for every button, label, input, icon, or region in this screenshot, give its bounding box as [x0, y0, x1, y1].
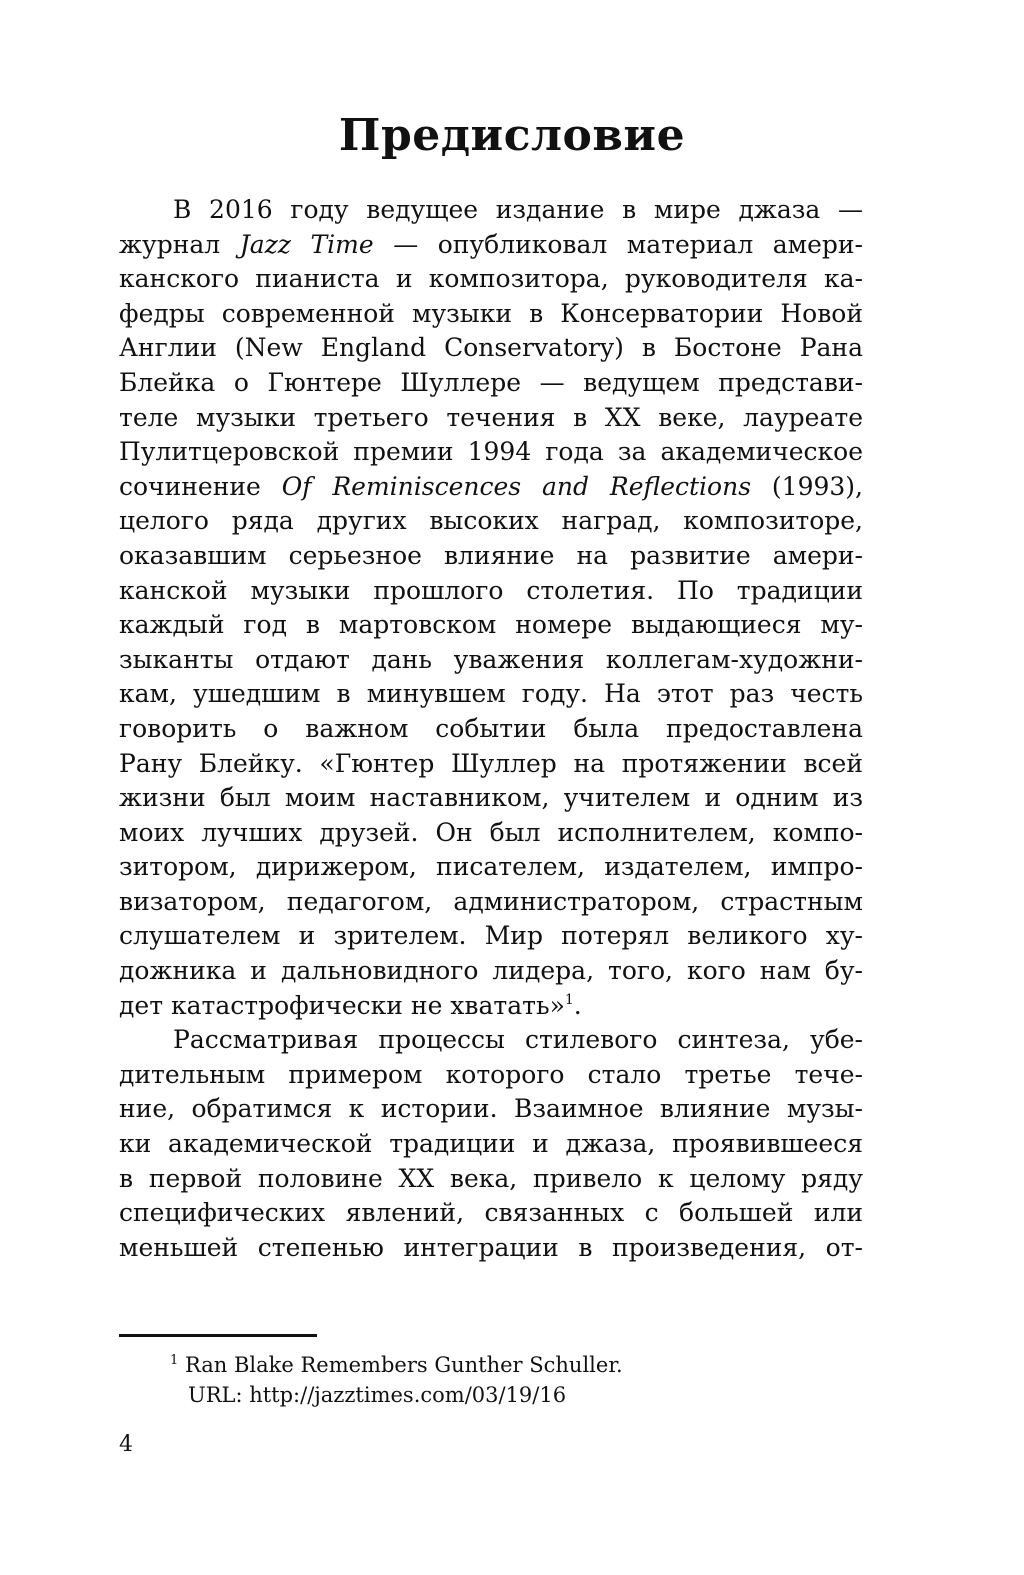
paragraph-2-line: меньшей степенью интеграции в произведения, от-: [119, 1232, 863, 1262]
page-title: Предисловие: [338, 110, 686, 161]
paragraph-1-line: Англии (New England Conservatory) в Бостоне Рана: [119, 333, 863, 363]
paragraph-1-line: визатором, педагогом, администратором, страстным: [119, 886, 863, 916]
paragraph-1-line: жизни был моим наставником, учителем и одним из: [119, 783, 863, 813]
paragraph-1-line: В 2016 году ведущее издание в мире джаза —: [173, 195, 863, 224]
footnote-url: URL: http://jazztimes.com/03/19/16: [188, 1383, 567, 1407]
footnote-divider: [119, 1334, 317, 1337]
paragraph-1-line: говорить о важном событии была предоставлена: [119, 713, 863, 743]
paragraph-1-line: моих лучших друзей. Он был исполнителем, компо-: [119, 817, 863, 847]
footnote: [170, 1350, 870, 1410]
paragraph-1-line: зитором, дирижером, писателем, издателем, импро-: [119, 852, 863, 882]
paragraph-1-line: слушателем и зрителем. Мир потерял великого ху-: [119, 921, 863, 951]
footnote-line-1: [170, 1350, 870, 1380]
paragraph-1-line: Блейка о Гюнтере Шуллере — ведущем представи-: [119, 367, 863, 397]
paragraph-1-line: канской музыки прошлого столетия. По традиции: [119, 575, 863, 605]
paragraph-1-line: теле музыки третьего течения в XX веке, лауреате: [119, 402, 863, 432]
paragraph-1-line: целого ряда других высоких наград, композиторе,: [119, 506, 863, 536]
paragraph-2-line: ние, обратимся к истории. Взаимное влияние музы-: [119, 1094, 863, 1124]
page-number: 4: [119, 1432, 133, 1457]
paragraph-2-line: специфических явлений, связанных с большей или: [119, 1198, 863, 1228]
footnote-source-title: Ran Blake Remembers Gunther Schuller.: [184, 1353, 623, 1377]
footnote-reference: 1: [564, 991, 574, 1008]
paragraph-1-line: оказавшим серьезное влияние на развитие амери-: [119, 540, 863, 570]
paragraph-2-line: Рассматривая процессы стилевого синтеза, убе-: [173, 1025, 863, 1055]
paragraph-1-line: каждый год в мартовском номере выдающиеся му-: [119, 610, 863, 640]
paragraph-1-line: кам, ушедшим в минувшем году. На этот раз честь: [119, 679, 863, 709]
paragraph-1-line: канского пианиста и композитора, руководителя ка-: [119, 264, 863, 294]
body-text: [119, 193, 863, 1265]
paragraph-2-line: ки академической традиции и джаза, проявившееся: [119, 1129, 863, 1159]
paragraph-1-line: дожника и дальновидного лидера, того, кого нам бу-: [119, 956, 863, 986]
paragraph-1-line: федры современной музыки в Консерватории Новой: [119, 298, 863, 328]
footnote-marker: 1: [170, 1353, 179, 1368]
paragraph-1-line: дет катастрофически не хватать»$^1$.: [119, 990, 582, 1020]
paragraph-1-line: зыканты отдают дань уважения коллегам-художни-: [119, 644, 863, 674]
paragraph-1-line: Пулитцеровской премии 1994 года за академическое: [119, 437, 863, 467]
paragraph-2-line: дительным примером которого стало третье тече-: [119, 1059, 863, 1089]
composition-title: Of Reminiscences and Reflections: [281, 471, 752, 501]
journal-title: Jazz Time: [239, 229, 374, 259]
paragraph-1-line: сочинение Of Reminiscences and Reflections (1993),: [119, 471, 863, 501]
paragraph-1-line: журнал Jazz Time — опубликовал материал амери-: [119, 229, 864, 259]
paragraph-1-line: Рану Блейку. «Гюнтер Шуллер на протяжении всей: [119, 748, 863, 778]
paragraph-2-line: в первой половине XX века, привело к целому ряду: [119, 1163, 863, 1193]
